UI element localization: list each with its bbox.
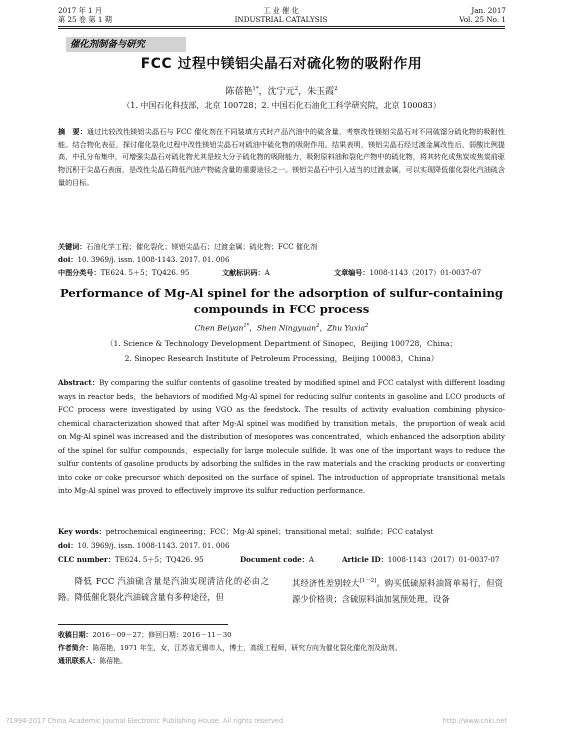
en-doi-value: 10. 3969/j. issn. 1008-1143. 2017. 01. 006 xyxy=(77,541,230,550)
en-abstract-label: Abstract： xyxy=(58,378,100,387)
cn-doi-label: doi： xyxy=(58,255,78,264)
body-text-right-a: 其经济性差别较大 xyxy=(292,577,360,588)
en-author-mark-1: 1* xyxy=(243,323,250,329)
en-author-mark-2: 2 xyxy=(316,323,320,329)
section-tag: 催化剂制备与研究 xyxy=(66,37,186,52)
footnote-dates-value: 2016－09－27；修回日期：2016－11－30 xyxy=(92,631,232,639)
cn-doccode-label: 文献标识码： xyxy=(222,268,265,277)
body-text-right-b: 。购买低硫原料油简单易行，但资源少价格贵；含硫原料油加氢预处理，设备 xyxy=(292,577,503,604)
en-abstract-text: By comparing the sulfur contents of gasoline treated by modified spinel and FCC catalyst with different loading ways in reactor beds，the behaviors of modified Mg-Al spinel for reducing sulfur contents in gasoline and LCO products of FCC process were investigated by using VGO as the feedstock. The results of activity evaluation combining physico-chemical characterization showed that after Mg-Al spinel was modified by transition metals，the proportion of weak acid on Mg-Al spinel was increased and the distribution of mesopores was concentrated，which enhanced the adsorption ability of the spinel for sulfur compounds，especially for large molecule sulfide. It was one of the important ways to reduce the sulfur contents of gasoline products by adsorbing the sulfides in the raw materials and the cracking products or converting into coke or coke precursor which deposited on the surface of spinel. The introduction of appropriate transitional metals into Mg-Al spinel was proved to effectively improve its sulfur reduction performance. xyxy=(58,378,505,495)
en-authors xyxy=(40,321,523,334)
footnote-author-label: 作者简介： xyxy=(58,644,93,652)
cn-author-mark-2: 2 xyxy=(294,86,299,92)
en-author-mark-3: 2 xyxy=(365,323,369,329)
cn-title: FCC 过程中镁铝尖晶石对硫化物的吸附作用 xyxy=(140,56,423,72)
en-doccode-label: Document code： xyxy=(240,555,309,564)
header-rule-top xyxy=(58,26,505,27)
en-affiliation xyxy=(40,336,523,366)
cn-affiliation: （1. 中国石化科技部，北京 100728；2. 中国石化石油化工科学研究院，北京 100083） xyxy=(122,101,441,110)
en-article-id xyxy=(342,555,499,565)
cn-keywords-text: 石油化学工程；催化裂化；镁铝尖晶石；过渡金属；硫化物；FCC 催化剂 xyxy=(86,242,318,251)
en-keywords-text: petrochemical engineering；FCC；Mg-Al spinel；transitional metal；sulfide；FCC catalyst xyxy=(105,527,434,536)
footnote-contact-label: 通讯联系人： xyxy=(58,657,100,665)
cn-document-code xyxy=(222,268,270,278)
body-citation: [1－2] xyxy=(359,578,377,584)
cn-article-label: 文章编号： xyxy=(334,268,370,277)
footnote-author-bio xyxy=(58,643,402,653)
header-volume-cn: 第 25 卷 第 1 期 xyxy=(58,15,112,24)
footnote-dates-label: 收稿日期： xyxy=(58,631,93,639)
cn-abstract-text: 通过比较改性镁铝尖晶石与 FCC 催化剂在不同装填方式时产品汽油中的硫含量，考察改性镁铝尖晶石对不同硫馏分硫化物的吸附性能。结合物化表征，探讨催化裂化过程中改性镁铝尖晶石对硫油中硫化物的吸附作用。结果表明，镁铝尖晶石经过渡金属改性后，弱酸比例提高，中孔分布集中，可增强尖晶石对硫化物尤其是较大分子硫化物的吸附能力，吸附原料油和裂化产物中的硫化物，将其转化成焦炭或焦炭前驱物沉积于尖晶石表面，是改性尖晶石降低汽油产物硫含量的重要途径之一。镁铝尖晶石中引入适当的过渡金属，可以实现降低催化裂化汽油硫含量的目标。 xyxy=(58,127,505,187)
cn-classification xyxy=(58,268,189,278)
en-clc-value: TE624. 5＋5；TQ426. 95 xyxy=(114,555,204,564)
cn-keywords xyxy=(58,242,317,252)
cn-author-mark-1: 1* xyxy=(252,86,259,92)
en-abstract xyxy=(58,376,505,498)
header-journal-cn: 工 业 催 化 xyxy=(263,6,299,15)
copyright-notice: ?1994-2017 China Academic Journal Electronic Publishing House. All rights reserved. xyxy=(6,717,286,725)
en-keywords xyxy=(58,527,433,537)
header-volume-en: Vol. 25 No. 1 xyxy=(459,15,506,24)
en-document-code xyxy=(240,555,314,565)
header-journal-en: INDUSTRIAL CATALYSIS xyxy=(234,15,328,24)
en-clc-label: CLC number： xyxy=(58,555,115,564)
en-keywords-label: Key words： xyxy=(58,527,106,536)
body-column-left xyxy=(58,573,269,605)
cn-article-value: 1008-1143（2017）01-0037-07 xyxy=(369,268,482,277)
en-author-1: Chen Beiyan xyxy=(194,323,244,333)
cn-authors xyxy=(40,83,523,98)
en-title: Performance of Mg-Al spinel for the adsorption of sulfur-containing compounds in FCC process xyxy=(59,286,504,316)
cn-keywords-label: 关键词： xyxy=(58,242,87,251)
cn-clc-label: 中图分类号： xyxy=(58,268,101,277)
cn-author-2: ，沈宁元 xyxy=(258,87,295,97)
footnote-author-value: 陈蓓艳，1971 年生，女，江苏省无锡市人，博士，高级工程师，研究方向为催化裂化催化剂及助剂。 xyxy=(92,644,402,652)
footnote-dates xyxy=(58,630,232,640)
header-date-cn: 2017 年 1 月 xyxy=(58,6,103,15)
header-date-en: Jan. 2017 xyxy=(471,6,506,15)
en-doi-label: doi： xyxy=(58,541,78,550)
cn-clc-value: TE624. 5＋5；TQ426. 95 xyxy=(100,268,190,277)
en-affiliation-1: （1. Science & Technology Development Department of Sinopec，Beijing 100728，China； xyxy=(105,339,458,348)
footnote-contact xyxy=(58,656,127,666)
cn-doi-value: 10. 3969/j. issn. 1008-1143. 2017. 01. 006 xyxy=(77,255,230,264)
en-article-value: 1008-1143（2017）01-0037-07 xyxy=(387,555,500,564)
footnote-rule xyxy=(58,624,228,625)
cn-doi xyxy=(58,255,229,265)
en-doi xyxy=(58,541,229,551)
cn-author-1: 陈蓓艳 xyxy=(225,87,253,97)
en-author-3: ，Zhu Yuxia xyxy=(319,323,366,333)
en-classification xyxy=(58,555,204,565)
cn-article-id xyxy=(334,268,481,278)
body-column-right xyxy=(292,573,503,607)
header-rule-bottom xyxy=(58,28,505,29)
en-author-2: ，Shen Ningyuan xyxy=(249,323,317,333)
en-article-label: Article ID： xyxy=(342,555,388,564)
cn-author-mark-3: 2 xyxy=(334,86,338,92)
cn-abstract-label: 摘 要： xyxy=(58,127,87,136)
en-affiliation-2: 2. Sinopec Research Institute of Petroleum Processing，Beijing 100083，China） xyxy=(124,354,439,363)
body-paragraph-left: 降低 FCC 汽油硫含量是汽油实现清洁化的必由之路。降低催化裂化汽油硫含量有多种途径，但 xyxy=(58,576,269,602)
footnote-contact-value: 陈蓓艳。 xyxy=(99,657,127,665)
cn-abstract xyxy=(58,126,505,190)
en-doccode-value: A xyxy=(308,555,315,564)
cnki-link[interactable]: http://www.cnki.net xyxy=(442,717,507,725)
cn-author-3: ，朱玉霞 xyxy=(298,87,335,97)
cn-doccode-value: A xyxy=(264,268,270,277)
